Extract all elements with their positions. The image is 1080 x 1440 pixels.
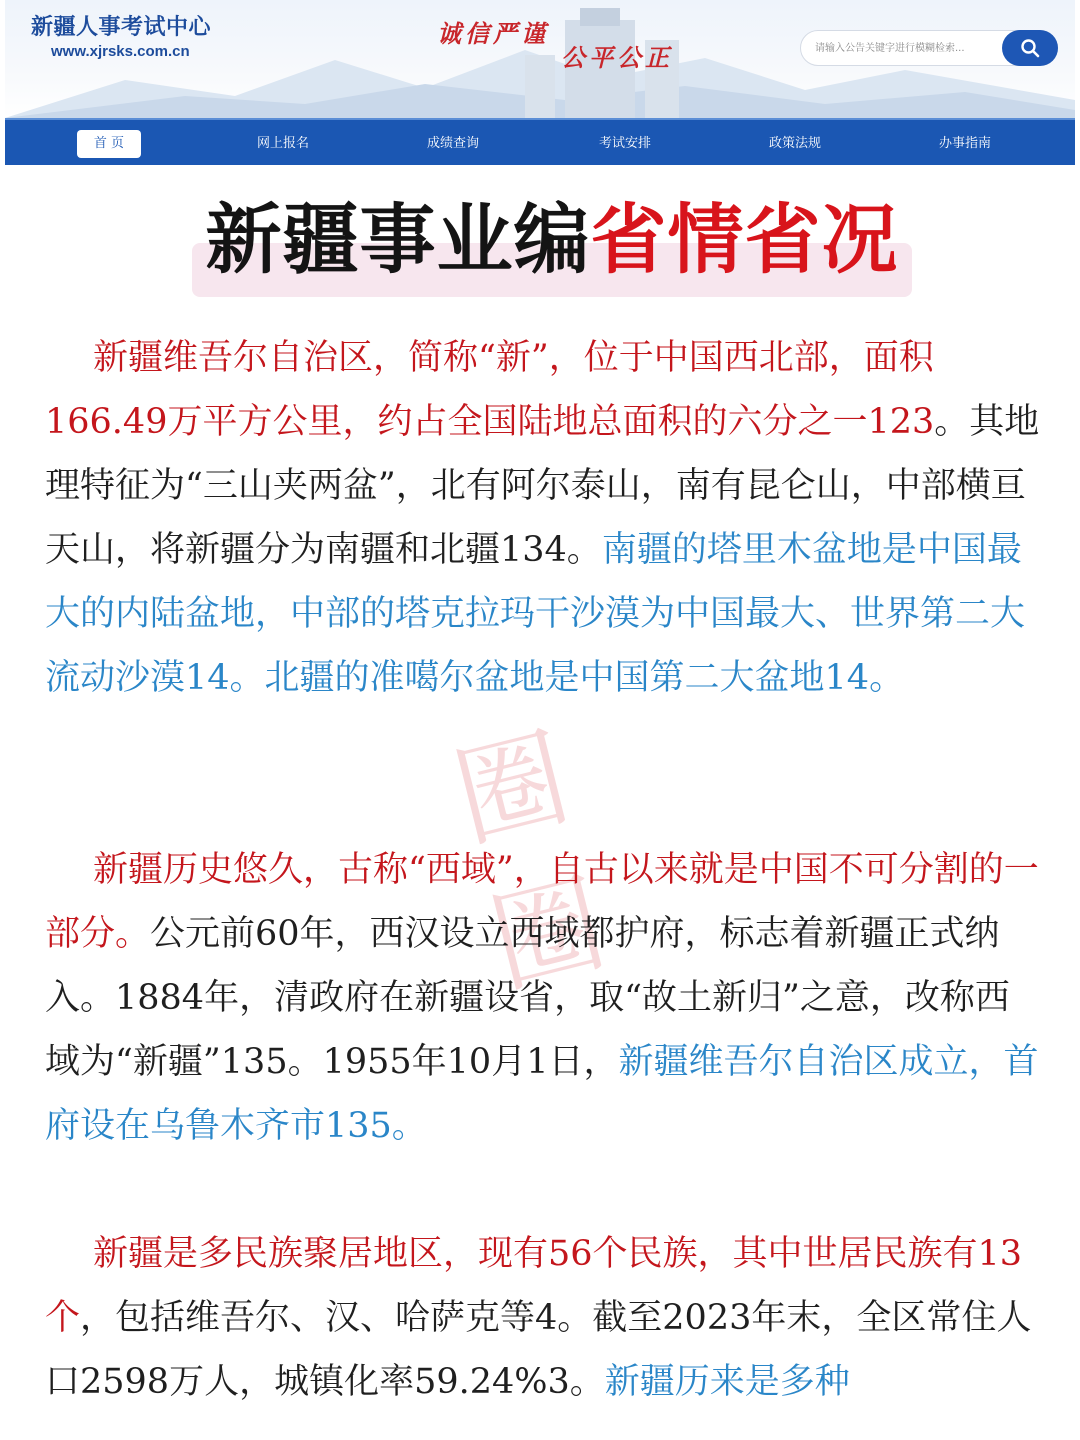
paragraph-population <box>45 1222 1040 1414</box>
logo-name: 新疆人事考试中心 <box>31 15 212 40</box>
paragraph-highlight-red: 新疆是多民族聚居地区，现有56个民族，其中世居民族有13个 <box>45 1234 1023 1338</box>
watermark-stamp: 圈圈 <box>442 711 621 1010</box>
paragraph-highlight-blue: 新疆维吾尔自治区成立，首府设在乌鲁木齐市135。 <box>45 1042 1039 1146</box>
logo-url: www.xjrsks.com.cn <box>51 43 190 60</box>
nav-exam-schedule[interactable]: 考试安排 <box>598 136 651 151</box>
paragraph-highlight-blue: 新疆历来是多种 <box>604 1362 850 1402</box>
nav-online-registration[interactable]: 网上报名 <box>256 136 309 151</box>
main-nav <box>5 118 1075 165</box>
search-icon <box>1020 38 1040 58</box>
paragraph-highlight-blue: 南疆的塔里木盆地是中国最大的内陆盆地，中部的塔克拉玛干沙漠为中国最大、世界第二大流动沙漠14。北疆的准噶尔盆地是中国第二大盆地14。 <box>45 530 1026 698</box>
motto-integrity: 诚信严谨 <box>437 19 549 48</box>
paragraph-text: 。其地理特征为“三山夹两盆”，北有阿尔泰山，南有昆仑山，中部横亘天山，将新疆分为南疆和北疆134。 <box>45 402 1040 570</box>
paragraph-highlight-red: 新疆历史悠久，古称“西域”，自古以来就是中国不可分割的一部分。 <box>45 850 1039 954</box>
nav-policies[interactable]: 政策法规 <box>768 136 821 151</box>
search-input[interactable] <box>815 39 985 57</box>
nav-score-query[interactable]: 成绩查询 <box>426 136 479 151</box>
paragraph-text: 公元前60年，西汉设立西域都护府，标志着新疆正式纳入。1884年，清政府在新疆设省，取“故土新归”之意，改称西域为“新疆”135。1955年10月1日， <box>45 914 1010 1082</box>
search-box <box>800 30 1058 66</box>
paragraph-highlight-red: 新疆维吾尔自治区，简称“新”，位于中国西北部，面积166.49万平方公里，约占全国陆地总面积的六分之一123 <box>45 338 935 442</box>
site-logo[interactable] <box>31 10 211 60</box>
search-button[interactable] <box>1002 30 1058 66</box>
page-title <box>192 195 912 285</box>
paragraph-text: ，包括维吾尔、汉、哈萨克等4。截至2023年末，全区常住人口2598万人，城镇化率59.24%3。 <box>45 1298 1032 1402</box>
paragraph-geography <box>45 326 1040 710</box>
page-title-block <box>192 185 912 297</box>
site-header <box>5 0 1075 118</box>
paragraph-history <box>45 838 1040 1158</box>
nav-service-guide[interactable]: 办事指南 <box>938 136 991 151</box>
title-part-black: 新疆事业编 <box>205 195 591 284</box>
motto-fairness: 公平公正 <box>561 43 673 72</box>
nav-home[interactable]: 首 页 <box>77 130 141 158</box>
title-part-red: 省情省况 <box>590 195 899 284</box>
